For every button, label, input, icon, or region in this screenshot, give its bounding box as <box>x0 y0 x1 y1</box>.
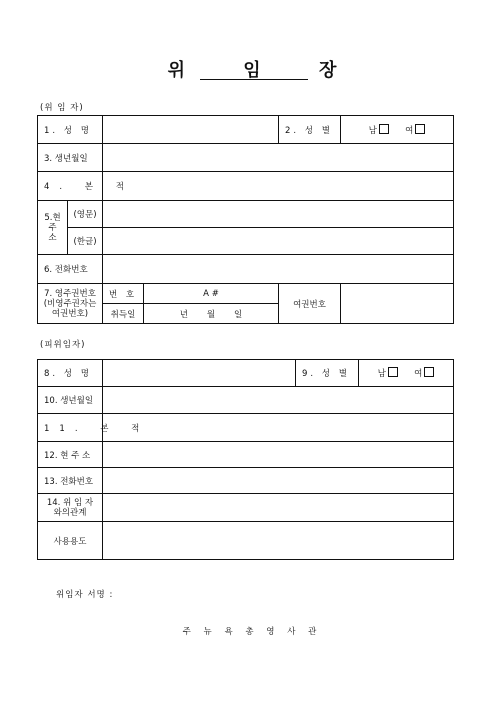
purpose-label: 사용용도 <box>38 522 103 560</box>
agent-form-table <box>37 359 454 560</box>
principal-name-label: 1. 성 명 <box>38 116 103 144</box>
principal-form-table <box>37 115 454 324</box>
agent-gender-label: 9. 성 별 <box>296 360 359 387</box>
principal-name-field[interactable] <box>103 116 279 144</box>
male-label: 남 <box>377 369 386 379</box>
number-field[interactable]: A # <box>144 284 279 304</box>
principal-birth-field[interactable] <box>103 144 454 172</box>
consulate-name: 주 뉴 욕 총 영 사 관 <box>182 627 322 637</box>
principal-phone-field[interactable] <box>103 255 454 284</box>
principal-gender-field <box>341 116 454 144</box>
agent-relation-label: 14. 위 임 자 와의관계 <box>38 494 103 522</box>
document-title: 위 임 장 <box>167 60 363 81</box>
female-checkbox[interactable] <box>424 367 434 377</box>
principal-gender-label: 2. 성 별 <box>279 116 341 144</box>
agent-section-label: (피위임자) <box>40 340 86 350</box>
principal-origin-label: 4. 본 적 <box>38 172 103 201</box>
permanent-residency-label: 7. 영주권번호 (비영주권자는 여권번호) <box>38 284 103 324</box>
principal-origin-field[interactable] <box>103 172 454 201</box>
agent-phone-label: 13. 전화번호 <box>38 468 103 494</box>
address-english-field[interactable] <box>103 201 454 228</box>
principal-birth-label: 3. 생년월일 <box>38 144 103 172</box>
address-english-label: (영문) <box>68 201 103 228</box>
agent-origin-field[interactable] <box>103 414 454 442</box>
male-checkbox[interactable] <box>379 124 389 134</box>
agent-name-label: 8. 성 명 <box>38 360 103 387</box>
female-checkbox[interactable] <box>415 124 425 134</box>
acquired-date-label: 취득일 <box>103 304 144 324</box>
principal-section-label: (위 임 자) <box>40 103 84 113</box>
female-label: 여 <box>405 125 414 136</box>
principal-address-label: 5.현 주 소 <box>38 201 68 255</box>
number-label: 번 호 <box>103 284 144 304</box>
agent-birth-field[interactable] <box>103 387 454 414</box>
male-checkbox[interactable] <box>388 367 398 377</box>
agent-gender-field <box>359 360 454 387</box>
agent-address-label: 12. 현 주 소 <box>38 442 103 468</box>
male-label: 남 <box>368 125 377 136</box>
agent-birth-label: 10. 생년월일 <box>38 387 103 414</box>
address-korean-field[interactable] <box>103 228 454 255</box>
agent-origin-label: 11. 본 적 <box>38 414 103 442</box>
passport-field[interactable] <box>341 284 454 324</box>
female-label: 여 <box>414 369 423 379</box>
title-underline <box>200 79 308 80</box>
purpose-field[interactable] <box>103 522 454 560</box>
acquired-date-field[interactable]: 년 월 일 <box>144 304 279 324</box>
address-korean-label: (한글) <box>68 228 103 255</box>
principal-phone-label: 6. 전화번호 <box>38 255 103 284</box>
passport-label: 여권번호 <box>279 284 341 324</box>
agent-relation-field[interactable] <box>103 494 454 522</box>
signature-label: 위임자 서명 : <box>56 590 114 600</box>
agent-phone-field[interactable] <box>103 468 454 494</box>
agent-address-field[interactable] <box>103 442 454 468</box>
agent-name-field[interactable] <box>103 360 296 387</box>
